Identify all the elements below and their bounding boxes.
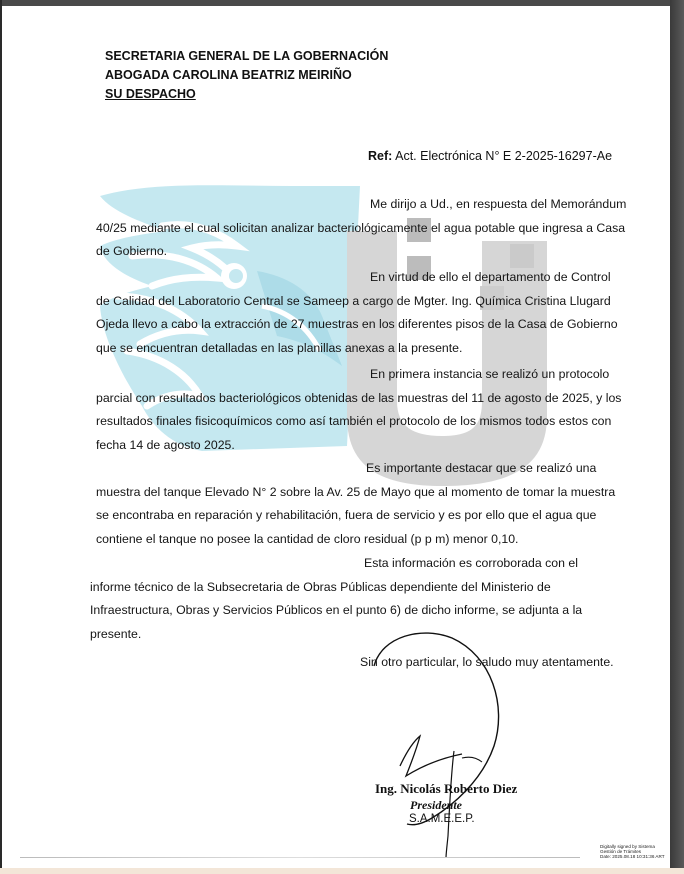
paragraph-line: se encontraba en reparación y rehabilitación, fuera de servicio y es por ello que el agua que (96, 508, 597, 522)
paragraph-line: Me dirijo a Ud., en respuesta del Memorándum (370, 197, 627, 211)
viewer-background (670, 0, 684, 874)
paragraph-line: Es importante destacar que se realizó una (366, 461, 597, 475)
addressee-name: ABOGADA CAROLINA BEATRIZ MEIRIÑO (105, 68, 352, 82)
digital-signature-stamp (600, 844, 670, 860)
signatory-name: Ing. Nicolás Roberto Diez (375, 781, 518, 796)
paragraph-line: parcial con resultados bacteriológicos obtenidas de las muestras del 11 de agosto de 2025, y los (96, 390, 622, 405)
paragraph-line: fecha 14 de agosto 2025. (96, 437, 235, 452)
paragraph-line: informe técnico de la Subsecretaria de Obras Públicas dependiente del Ministerio de (90, 579, 551, 594)
paragraph-line: resultados finales fisicoquímicos como así también el protocolo de los mismos todos estos con (96, 414, 612, 428)
paragraph-line: Esta información es corroborada con el (364, 556, 578, 570)
paragraph-line: Ojeda llevo a cabo la extracción de 27 muestras en los diferentes pisos de la Casa de Gobierno (96, 317, 618, 331)
paragraph-line: En virtud de ello el departamento de Control (370, 270, 611, 284)
paragraph-line: de Gobierno. (96, 244, 168, 258)
digital-stamp-line: Digitally signed by Sistema (600, 844, 655, 849)
paragraph-2 (96, 266, 616, 360)
paragraph-1 (96, 193, 627, 264)
next-page-edge (0, 868, 684, 874)
paragraph-line: muestra del tanque Elevado N° 2 sobre la Av. 25 de Mayo que al momento de tomar la muestra (96, 484, 616, 499)
paragraph-3 (96, 363, 622, 457)
footer-rule (20, 857, 580, 858)
paragraph-4 (96, 457, 616, 551)
paragraph-5 (90, 552, 610, 646)
signatory-title: Presidente (410, 798, 462, 812)
signatory-organization: S.A.M.E.E.P. (409, 813, 475, 825)
document-page (2, 6, 670, 868)
digital-stamp-line: Gestión de Trámites (600, 849, 642, 855)
paragraph-line: contiene el tanque no posee la cantidad de cloro residual (p p m) menor 0,10. (96, 531, 519, 546)
reference-line (368, 149, 612, 163)
paragraph-line: En primera instancia se realizó un protocolo (370, 367, 610, 381)
addressee-block (105, 47, 388, 104)
addressee-office: SECRETARIA GENERAL DE LA GOBERNACIÓN (105, 49, 389, 63)
digital-stamp-line: Date: 2025.08.18 10:31:36 ART (600, 854, 665, 860)
paragraph-line: que se encuentran detalladas en las planillas anexas a la presente. (96, 340, 463, 355)
reference-label: Ref: (368, 149, 393, 163)
paragraph-line: de Calidad del Laboratorio Central se Sameep a cargo de Mgter. Ing. Química Cristina Llugard (96, 293, 611, 308)
closing-line (360, 651, 620, 675)
addressee-despacho: SU DESPACHO (105, 87, 196, 101)
paragraph-line: 40/25 mediante el cual solicitan analizar bacteriológicamente el agua potable que ingresa a Casa (96, 220, 626, 235)
closing-text: Sin otro particular, lo saludo muy atentamente. (360, 655, 614, 669)
reference-value: Act. Electrónica N° E 2-2025-16297-Ae (395, 149, 613, 163)
paragraph-line: presente. (90, 626, 142, 641)
paragraph-line: Infraestructura, Obras y Servicios Públicos en el punto 6) de dicho informe, se adjunta a la (90, 603, 583, 617)
